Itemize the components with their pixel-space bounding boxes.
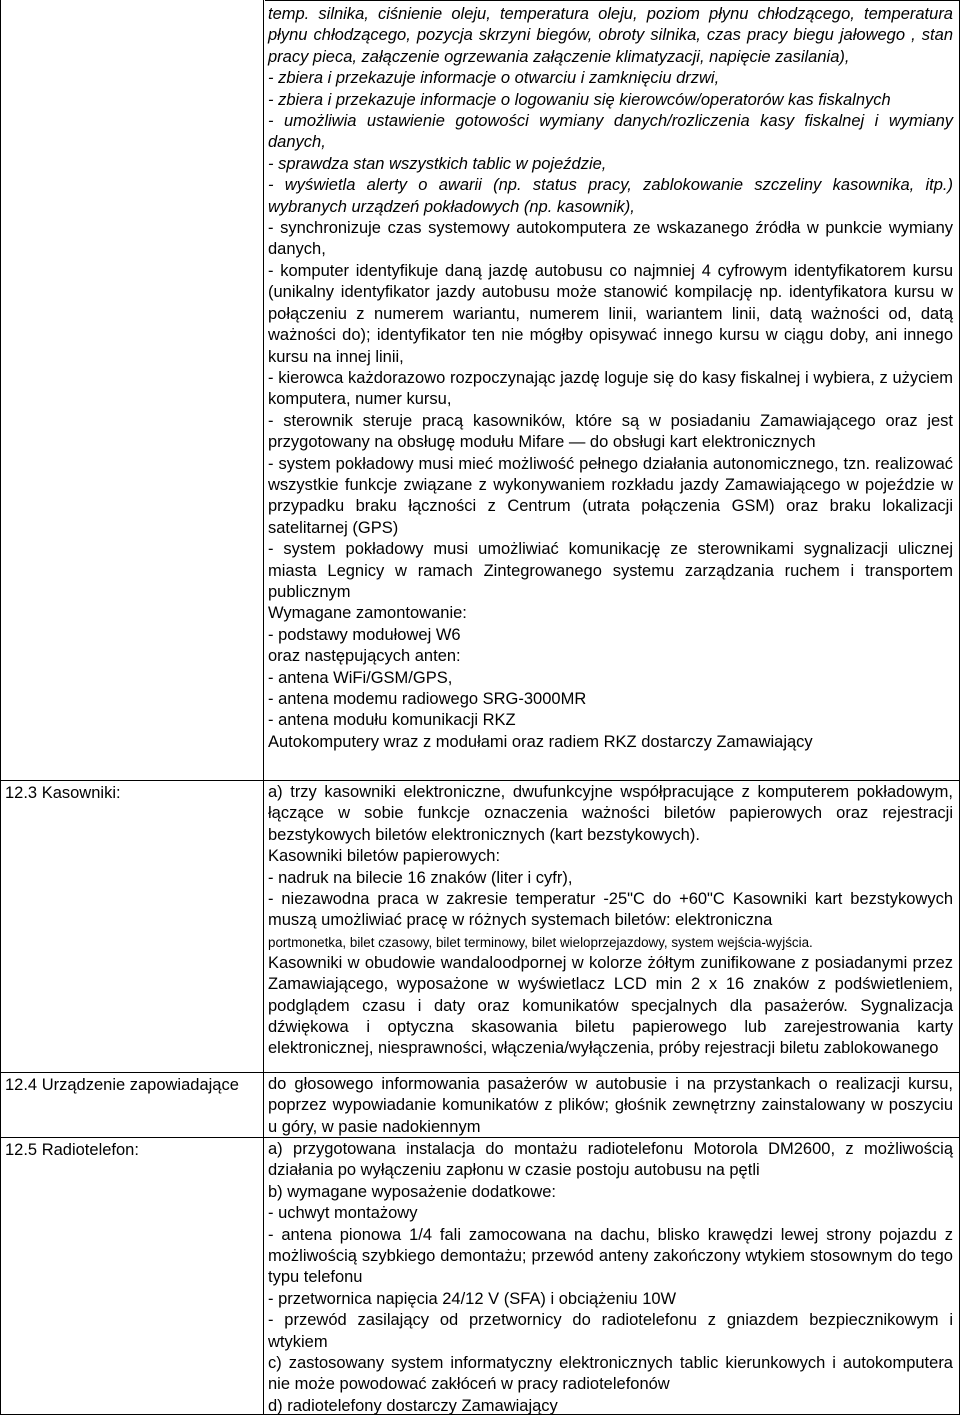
paragraph: - antena WiFi/GSM/GPS, xyxy=(268,668,453,687)
paragraph: - nadruk na bilecie 16 znaków (liter i cyfr), xyxy=(268,868,573,887)
paragraph: - kierowca każdorazowo rozpoczynając jazdę loguje się do kasy fiskalnej i wybiera, z użyciem komputera, numer kursu, xyxy=(268,368,953,409)
paragraph: - zbiera i przekazuje informacje o otwarciu i zamknięciu drzwi, xyxy=(268,69,720,88)
paragraph: - komputer identyfikuje daną jazdę autobusu co najmniej 4 cyfrowym identyfikatorem kursu (unikalny identyfikator jazdy autobusu może stanowić kompilację np. identyfikatora kursu w połączeniu z numerem wariantu, numerem linii, wariantem linii, datą ważności od, datą ważności do); identyfikator ten nie mógłby opisywać innego kursu w ciągu doby, ani innego kursu na innej linii, xyxy=(268,261,953,366)
paragraph: Kasowniki w obudowie wandaloodpornej w kolorze żółtym zunifikowane z posiadanymi przez Zamawiającego, wyposażone w wyświetlacz LCD min 2 x 16 znaków z podświetleniem, podglądem czasu i daty oraz komunikatów specjalnych dla pasażerów. Sygnalizacja dźwiękowa i optyczna skasowania biletu papierowego lub zarejestrowania karty elektronicznej, niesprawności, włączenia/wyłączenia, próby rejestracji biletu zablokowanego xyxy=(268,953,953,1058)
table-border-left xyxy=(0,0,1,1415)
paragraph: c) zastosowany system informatyczny elektronicznych tablic kierunkowych i autokomputera nie może powodować zakłóceń w pracy radiotelefonów xyxy=(268,1354,953,1394)
paragraph: - system pokładowy musi mieć możliwość pełnego działania autonomicznego, tzn. realizować wszystkie funkcje związane z wykonywaniem rozkładu jazdy Zamawiającego w pojeździe w przypadku braku łączności z Centrum (utrata połączenia GSM) oraz braku lokalizacji satelitarnej (GPS) xyxy=(268,454,953,537)
paragraph: - antena pionowa 1/4 fali zamocowana na dachu, blisko krawędzi lewej strony pojazdu z możliwością szybkiego demontażu; przewód anteny zakończony wtykiem stosownym do tego typu telefonu xyxy=(268,1225,953,1287)
row-separator xyxy=(0,780,960,781)
paragraph: oraz następujących anten: xyxy=(268,647,461,666)
section-label-12-5: 12.5 Radiotelefon: xyxy=(5,1141,139,1159)
paragraph: b) wymagane wyposażenie dodatkowe: xyxy=(268,1182,557,1201)
paragraph: - system pokładowy musi umożliwiać komunikację ze sterownikami sygnalizacji ulicznej miasta Legnicy w ramach Zintegrowanego systemu zarządzania ruchem i transportem publicznym xyxy=(268,540,953,601)
section-label-12-3: 12.3 Kasowniki: xyxy=(5,784,121,802)
paragraph: Kasowniki biletów papierowych: xyxy=(268,847,501,866)
paragraph: do głosowego informowania pasażerów w autobusie i na przystankach o realizacji kursu, poprzez wypowiadanie komunikatów z plików; głośnik zewnętrzny zainstalowany w poszyciu u góry, w pasie nadokiennym xyxy=(268,1075,953,1136)
paragraph: - przetwornica napięcia 24/12 V (SFA) i obciążeniu 10W xyxy=(268,1289,677,1308)
paragraph: a) przygotowana instalacja do montażu radiotelefonu Motorola DM2600, z możliwością działania po wyłączeniu zapłonu w czasie postoju autobusu na pętli xyxy=(268,1140,953,1180)
paragraph: Autokomputery wraz z modułami oraz radiem RKZ dostarczy Zamawiający xyxy=(268,732,813,751)
paragraph: - sterownik steruje pracą kasowników, które są w posiadaniu Zamawiającego oraz jest przygotowany na obsługę modułu Mifare — do obsługi kart elektronicznych xyxy=(268,411,953,452)
paragraph: d) radiotelefony dostarczy Zamawiający xyxy=(268,1396,558,1415)
paragraph: - zbiera i przekazuje informacje o logowaniu się kierowców/operatorów kas fiskalnych xyxy=(268,90,891,109)
paragraph: - niezawodna praca w zakresie temperatur -25"C do +60"C Kasowniki kart bezstykowych muszą umożliwiać pracę w różnych systemach biletów: elektroniczna xyxy=(268,890,953,930)
section-label-12-4: 12.4 Urządzenie zapowiadające xyxy=(5,1076,239,1094)
paragraph: - uchwyt montażowy xyxy=(268,1204,418,1223)
paragraph: - synchronizuje czas systemowy autokomputera ze wskazanego źródła w punkcie wymiany danych, xyxy=(268,219,953,259)
paragraph: - sprawdza stan wszystkich tablic w pojeździe, xyxy=(268,154,607,173)
paragraph: - podstawy modułowej W6 xyxy=(268,625,461,644)
paragraph: Wymagane zamontowanie: xyxy=(268,604,467,623)
section-12-4-content xyxy=(268,1074,953,1138)
column-separator xyxy=(263,0,264,1415)
paragraph: - antena modułu komunikacji RKZ xyxy=(268,711,516,730)
table-border-top xyxy=(265,0,960,1)
section-12-3-content xyxy=(268,782,953,1060)
paragraph: - umożliwia ustawienie gotowości wymiany danych/rozliczenia kasy fiskalnej i wymiany danych, xyxy=(268,112,953,152)
paragraph: - wyświetla alerty o awarii (np. status pracy, zablokowanie szczeliny kasownika, itp.) wybranych urządzeń pokładowych (np. kasownik), xyxy=(268,176,953,216)
paragraph: - antena modemu radiowego SRG-3000MR xyxy=(268,690,587,708)
paragraph: portmonetka, bilet czasowy, bilet terminowy, bilet wieloprzejazdowy, system wejścia-wyjścia. xyxy=(268,934,813,950)
row-separator xyxy=(0,1072,960,1073)
paragraph: - przewód zasilający od przetwornicy do radiotelefonu z gniazdem bezpiecznikowym i wtykiem xyxy=(268,1311,953,1351)
paragraph: a) trzy kasowniki elektroniczne, dwufunkcyjne współpracujące z komputerem pokładowym, łączące w sobie funkcje oznaczenia ważności biletów papierowych oraz rejestracji bezstykowych biletów elektronicznych (kart bezstykowych). xyxy=(268,783,953,844)
section-12-2-content xyxy=(268,4,953,753)
paragraph: temp. silnika, ciśnienie oleju, temperatura oleju, poziom płynu chłodzącego, temperatura płynu chłodzącego, pozycja skrzyni biegów, obroty silnika, czas pracy biegu jałowego , stan pracy pieca, załączenie ogrzewania załączenie klimatyzacji, napięcie zasilania), xyxy=(268,5,953,66)
section-12-5-content xyxy=(268,1139,953,1417)
